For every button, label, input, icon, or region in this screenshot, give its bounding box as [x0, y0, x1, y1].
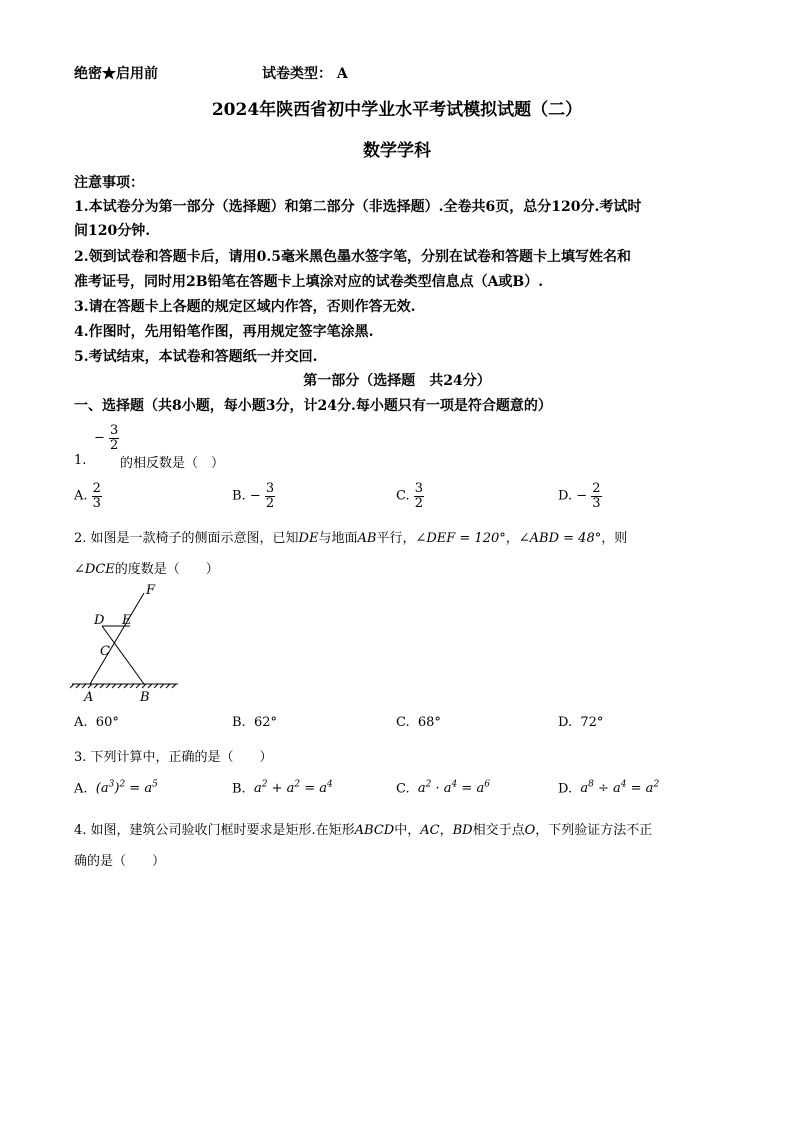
- q1-option-a: [74, 482, 102, 510]
- q1-number: 1.: [74, 453, 87, 468]
- q4-text: ，: [439, 823, 453, 838]
- option-label: C.: [396, 715, 410, 730]
- q1-option-b: [232, 482, 275, 510]
- q1-fraction: [94, 424, 119, 452]
- q4-stem-line-2: 确的是（ ）: [74, 854, 166, 869]
- q1-fraction-sign: −: [94, 430, 105, 446]
- q1-option-c: [396, 482, 424, 510]
- note-item-2-line-1: 2.领到试卷和答题卡后，请用0.5毫米黑色墨水签字笔，分别在试卷和答题卡上填写姓名和: [74, 249, 631, 265]
- note-item-3: 3.请在答题卡上各题的规定区域内作答，否则作答无效.: [74, 299, 416, 315]
- option-label: C.: [396, 488, 410, 504]
- note-item-1-line-1: 1.本试卷分为第一部分（选择题）和第二部分（非选择题）.全卷共6页，总分120分.考试时: [74, 199, 642, 215]
- option-label: D.: [558, 715, 573, 730]
- q4-segment-ac: AC: [420, 823, 440, 838]
- option-den: 3: [592, 495, 601, 511]
- option-den: 2: [265, 495, 275, 511]
- q2-option-b: [232, 715, 277, 730]
- q4-point-o: O: [524, 823, 536, 838]
- q2-angle-def: ∠DEF = 120°: [415, 531, 506, 546]
- paper-type-value: A: [336, 66, 348, 82]
- label-c: C: [100, 644, 110, 659]
- option-text: 72°: [580, 715, 604, 730]
- part1-heading: 第一部分（选择题 共24分）: [303, 373, 491, 389]
- q2-angle-dce: ∠DCE: [74, 562, 115, 577]
- q2-option-a: [74, 715, 119, 730]
- option-label: D.: [558, 781, 573, 797]
- option-num: 3: [265, 481, 275, 496]
- note-item-2-line-2: 准考证号，同时用2B铅笔在答题卡上填涂对应的试卷类型信息点（A或B）.: [74, 274, 544, 290]
- q4-segment-bd: BD: [452, 823, 473, 838]
- q1-stem-tail: 的相反数是（ ）: [120, 456, 225, 471]
- ground-hatch: [70, 684, 176, 688]
- subject-title: 数学学科: [363, 141, 431, 161]
- option-label: A.: [74, 488, 88, 504]
- q3-stem: 3. 下列计算中，正确的是（ ）: [74, 750, 273, 765]
- q2-stem-line-1: [74, 527, 627, 546]
- q2-text: 平行，: [376, 531, 416, 546]
- q4-text: 相交于点: [472, 823, 525, 838]
- q4-stem-line-1: [74, 819, 652, 838]
- q4-rect-abcd: ABCD: [354, 823, 395, 838]
- secret-label: 绝密★启用前: [74, 66, 158, 82]
- notes-heading: 注意事项：: [74, 175, 144, 191]
- chair-figure: [70, 580, 185, 705]
- note-item-1-line-2: 间120分钟.: [74, 223, 151, 239]
- note-item-5: 5.考试结束，本试卷和答题纸一并交回.: [74, 349, 318, 365]
- q2-stem-line-2: [74, 558, 219, 577]
- page-title: 2024年陕西省初中学业水平考试模拟试题（二）: [211, 100, 583, 120]
- q4-text: ，下列验证方法不正: [535, 823, 653, 838]
- option-label: D.: [558, 488, 573, 504]
- option-label: B.: [232, 488, 246, 504]
- option-text: 60°: [95, 715, 119, 730]
- paper-type-label: 试卷类型：: [262, 66, 332, 82]
- option-sign: −: [576, 488, 588, 504]
- label-d: D: [94, 613, 105, 628]
- option-label: C.: [396, 781, 410, 797]
- option-den: 2: [414, 495, 424, 511]
- q2-text: ，则: [601, 531, 628, 546]
- q1-fraction-den: 2: [110, 437, 119, 453]
- option-label: A.: [74, 781, 88, 797]
- option-sign: −: [249, 488, 261, 504]
- q2-angle-abd: ∠ABD = 48°: [518, 531, 602, 546]
- option-label: B.: [232, 715, 246, 730]
- q3-option-b: B. $a^2 + a^2 = a^4$: [232, 780, 333, 797]
- label-e: E: [122, 613, 132, 628]
- q3-option-a: A. $(a^3)^2 = a^5$: [74, 780, 158, 797]
- section-heading: 一、选择题（共8小题，每小题3分，计24分.每小题只有一项是符合题意的）: [74, 398, 552, 414]
- label-a: A: [84, 690, 94, 705]
- q2-option-d: [558, 715, 603, 730]
- option-den: 3: [92, 495, 101, 511]
- option-text: 62°: [253, 715, 277, 730]
- q1-fraction-num: 3: [110, 423, 119, 438]
- q2-text: 与地面: [318, 531, 358, 546]
- option-num: 3: [414, 481, 424, 496]
- q2-option-c: [396, 715, 441, 730]
- option-text: 68°: [417, 715, 441, 730]
- option-num: 2: [92, 481, 101, 496]
- option-num: 2: [592, 481, 601, 496]
- q2-segment-de: DE: [298, 531, 319, 546]
- label-b: B: [140, 690, 150, 705]
- q2-text: 2. 如图是一款椅子的侧面示意图，已知: [74, 531, 299, 546]
- q2-segment-ab: AB: [357, 531, 377, 546]
- q4-text: 中，: [394, 823, 421, 838]
- segment-af: [90, 593, 144, 684]
- note-item-4: 4.作图时，先用铅笔作图，再用规定签字笔涂黑.: [74, 324, 374, 340]
- label-f: F: [146, 583, 156, 598]
- q3-option-d: D. $a^8 \div a^4 = a^2$: [558, 780, 660, 797]
- q2-text: ，: [505, 531, 519, 546]
- q3-option-c: C. $a^2 \cdot a^4 = a^6$: [396, 780, 490, 797]
- q1-option-d: [558, 482, 602, 510]
- q4-text: 4. 如图，建筑公司验收门框时要求是矩形.在矩形: [74, 823, 355, 838]
- q2-text: 的度数是（ ）: [114, 562, 219, 577]
- paper-type: [262, 63, 348, 83]
- option-label: B.: [232, 781, 246, 797]
- option-label: A.: [74, 715, 88, 730]
